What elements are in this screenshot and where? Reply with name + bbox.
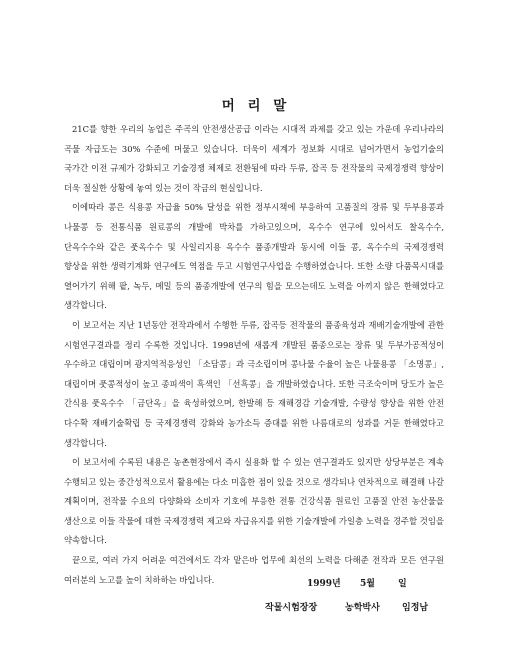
signature-year: 1999년: [307, 579, 341, 589]
signature-degree: 농학박사: [345, 603, 380, 613]
signature-name: 임정남: [402, 603, 429, 613]
paragraph-intro: 21C를 향한 우리의 농업은 주곡의 안전생산공급 이라는 시대적 과제를 갖고 있는 가운데 우리나라의 곡물 자급도는 30% 수준에 머물고 있습니다. 더욱이 세계가 정보화 시대로 넘어가면서 농업기술의 국가간 이전 규제가 강화되고 기술경쟁 체제로 전환됨에 따라 두류, 잡곡 등 전작물의 국제경쟁력 향상이 더욱 절실한 상황에 놓여 있는 것이 작금의 현실입니다.: [64, 124, 444, 193]
document-body: [64, 120, 444, 590]
signature-org: 작물시험장장: [265, 603, 318, 613]
paragraph-report-summary: 이 보고서는 지난 1년동안 전작과에서 수행한 두류, 잡곡등 전작물의 품종육성과 재배기술개발에 관한 시험연구결과를 정리 수록한 것입니다. 1998년에 새롭게 개발된 품종으로는 장류 및 두부가공적성이 우수하고 대립이며 광지역적응성인 「소담콩」과 극소립이며 콩나물 수율이 높은 나물용콩 「소명콩」, 대립이며 풋콩적성이 높고 종피색이 흑색인 「선흑콩」을 개발하였습니다. 또한 극조숙이며 당도가 높은 간식용 풋옥수수 「금단옥」을 육성하였으며, 한발해 등 재해경감 기술개발, 수량성 향상을 위한 안전 다수확 재배기술확립 등 국제경쟁력 강화와 농가소득 증대를 위한 나름대로의 성과를 거둔 한해였다고 생각합니다.: [64, 319, 444, 448]
paragraph-research-focus: 이에따라 콩은 식용콩 자급율 50% 달성을 위한 정부시책에 부응하여 고품질의 장류 및 두부용콩과 나물콩 등 전통식품 원료콩의 개발에 박차를 가하고있으며, 옥수수 연구에 있어서도 찰옥수수, 단옥수수와 같은 풋옥수수 및 사일리지용 옥수수 품종개발과 동시에 이들 콩, 옥수수의 국제경쟁력 향상을 위한 생력기계화 연구에도 역점을 두고 시험연구사업을 수행하였습니다. 또한 소량 다품목시대를 열어가기 위해 팥, 녹두, 메밀 등의 품종개발에 연구의 힘을 모으는데도 노력을 아끼지 않은 한해였다고 생각합니다.: [64, 202, 444, 311]
page-title: 머 리 말: [221, 98, 291, 114]
signature-day: 일: [398, 579, 407, 589]
paragraph-closing: 끝으로, 여러 가지 어려운 여건에서도 각자 맡은바 업무에 최선의 노력을 다해준 전작과 모든 연구원 여러분의 노고를 높이 치하하는 바입니다.: [64, 555, 444, 585]
paragraph-report-usage: 이 보고서에 수록된 내용은 농촌현장에서 즉시 실용화 할 수 있는 연구결과도 있지만 상당부분은 계속 수행되고 있는 중간성적으로서 활용에는 다소 미흡한 점이 있을 것으로 생각되나 연차적으로 해결해 나갈 계획이며, 전작물 수요의 다양화와 소비자 기호에 부응한 전통 건강식품 원료인 고품질 안전 농산물을 생산으로 이들 작물에 대한 국제경쟁력 제고와 자급유지를 위한 기술개발에 가일층 노력을 경주할 것임을 약속합니다.: [64, 457, 444, 546]
signature-month: 5월: [360, 579, 375, 589]
